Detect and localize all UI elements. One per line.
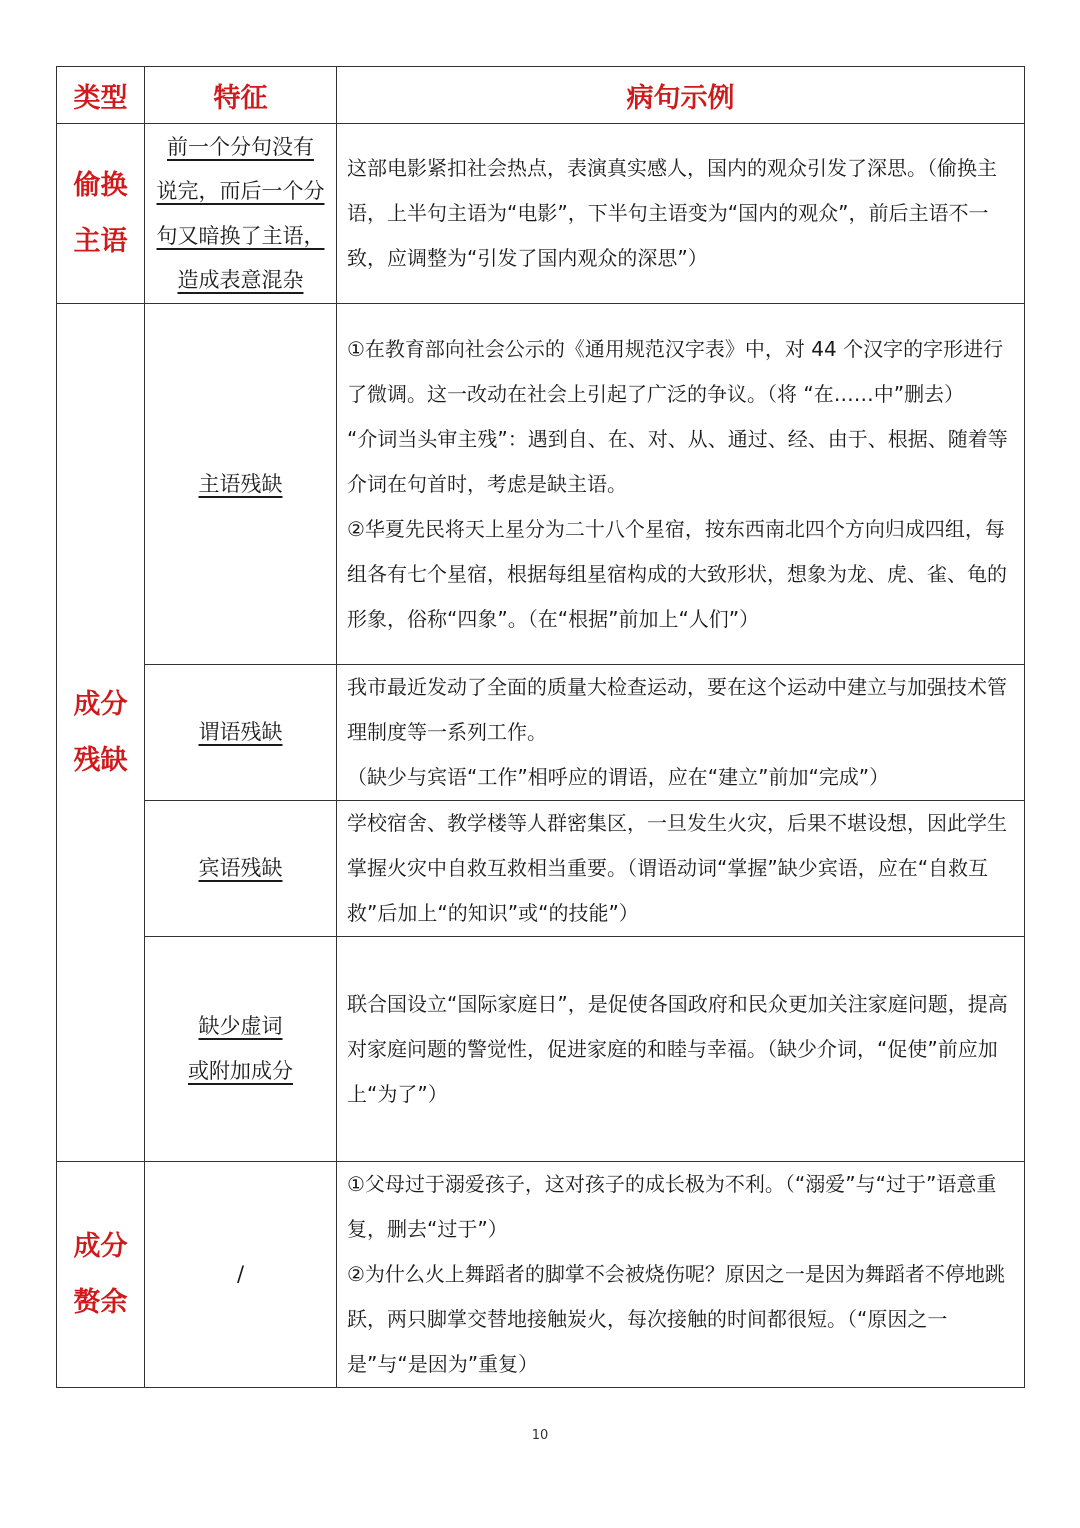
text-line: 缺少虚词 [198, 1014, 283, 1038]
text-line: 主语残缺 [198, 471, 283, 496]
header-feature: 特征 [145, 67, 337, 124]
text-line: 主语 [73, 225, 128, 257]
row-redundant [57, 1162, 1025, 1388]
text-line: （缺少与宾语“工作”相呼应的谓语，应在“建立”前加“完成”） [347, 765, 890, 789]
text-line: ②华夏先民将天上星分为二十八个星宿，按东西南北四个方向归成四组，每组各有七个星宿，根据每组星宿构成的大致形状，想象为龙、虎、雀、龟的形象，俗称“四象”。（在“根据”前加上“人们”） [347, 516, 1007, 631]
text-line: 我市最近发动了全面的质量大检查运动，要在这个运动中建立与加强技术管理制度等一系列工作。 [347, 675, 1007, 744]
text-line: 成分 [73, 688, 128, 720]
text-line: / [236, 1262, 245, 1286]
text-line: 这部电影紧扣社会热点，表演真实感人，国内的观众引发了深思。（偷换主语，上半句主语为“电影”，下半句主语变为“国内的观众”，前后主语不一致，应调整为“引发了国内观众的深思”） [347, 156, 997, 270]
error-sentence-table-wrapper [56, 66, 1024, 1388]
text-line: 前一个分句没有 [167, 134, 314, 159]
type-missing-components [57, 304, 145, 1162]
example-missing-object [337, 801, 1025, 937]
text-line: 宾语残缺 [198, 856, 283, 880]
text-line: 偷换 [73, 169, 128, 201]
feature-subject-swap [145, 124, 337, 304]
text-line: ①父母过于溺爱孩子，这对孩子的成长极为不利。（“溺爱”与“过于”语意重复，删去“过于”） [347, 1172, 997, 1241]
row-missing-subject [57, 304, 1025, 665]
error-sentence-table [56, 66, 1025, 1388]
example-missing-function-word [337, 937, 1025, 1162]
example-missing-predicate [337, 665, 1025, 801]
header-type: 类型 [57, 67, 145, 124]
text-line: 造成表意混杂 [177, 268, 304, 292]
text-line: 赘余 [73, 1286, 128, 1318]
example-redundant [337, 1162, 1025, 1388]
text-line: “介词当头审主残”：遇到自、在、对、从、通过、经、由于、根据、随着等介词在句首时，考虑是缺主语。 [347, 426, 1008, 496]
feature-missing-subject [145, 304, 337, 665]
page-number: 10 [531, 1428, 549, 1443]
row-missing-function-word [57, 937, 1025, 1162]
row-missing-object [57, 801, 1025, 937]
row-missing-predicate [57, 665, 1025, 801]
table-header-row [57, 67, 1025, 124]
feature-missing-object [145, 801, 337, 937]
text-line: 句又暗换了主语， [156, 223, 325, 248]
text-line: 残缺 [73, 744, 128, 776]
text-line: 谓语残缺 [198, 720, 283, 744]
example-subject-swap [337, 124, 1025, 304]
row-subject-swap [57, 124, 1025, 304]
header-example: 病句示例 [337, 67, 1025, 124]
feature-missing-predicate [145, 665, 337, 801]
text-line: 说完，而后一个分 [156, 179, 325, 203]
text-line: 学校宿舍、教学楼等人群密集区，一旦发生火灾，后果不堪设想，因此学生掌握火灾中自救互救相当重要。（谓语动词“掌握”缺少宾语，应在“自救互救”后加上“的知识”或“的技能”） [347, 811, 1007, 925]
feature-missing-function-word [145, 937, 337, 1162]
text-line: 或附加成分 [188, 1059, 293, 1083]
feature-redundant [145, 1162, 337, 1388]
text-line: ①在教育部向社会公示的《通用规范汉字表》中，对 44 个汉字的字形进行了微调。这一改动在社会上引起了广泛的争议。（将 “在……中”删去） [347, 336, 1004, 406]
text-line: 成分 [73, 1230, 128, 1262]
text-line: 联合国设立“国际家庭日”，是促使各国政府和民众更加关注家庭问题，提高对家庭问题的警觉性，促进家庭的和睦与幸福。（缺少介词，“促使”前应加上“为了”） [347, 991, 1008, 1106]
text-line: ②为什么火上舞蹈者的脚掌不会被烧伤呢？原因之一是因为舞蹈者不停地跳跃，两只脚掌交替地接触炭火，每次接触的时间都很短。（“原因之一是”与“是因为”重复） [347, 1262, 1005, 1376]
example-missing-subject [337, 304, 1025, 665]
type-redundant [57, 1162, 145, 1388]
type-subject-swap [57, 124, 145, 304]
